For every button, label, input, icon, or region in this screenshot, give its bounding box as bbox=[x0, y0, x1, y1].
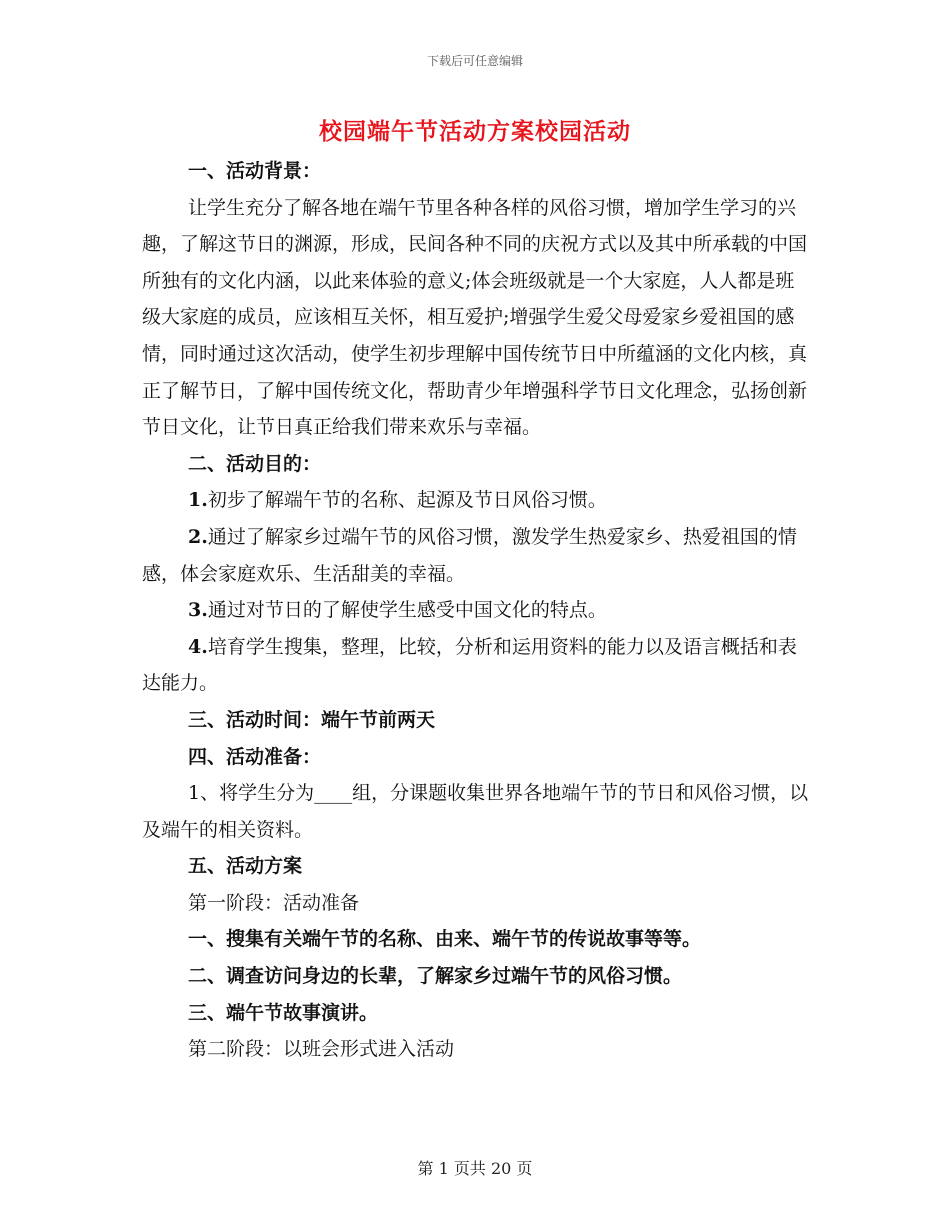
document-body bbox=[142, 153, 810, 1068]
document-title: 校园端午节活动方案校园活动 bbox=[319, 118, 631, 145]
preparation-item-1 bbox=[142, 775, 810, 848]
stage-1-item: 三、端午节故事演讲。 bbox=[188, 1001, 379, 1024]
page-number-footer: 第 1 页共 20 页 bbox=[417, 1159, 533, 1178]
goal-number: 3. bbox=[188, 599, 208, 622]
goal-number: 1. bbox=[188, 489, 208, 512]
fill-in-blank: ____ bbox=[314, 782, 353, 805]
section-heading-background: 一、活动背景： bbox=[188, 160, 322, 182]
goal-text: 通过对节日的了解使学生感受中国文化的特点。 bbox=[207, 599, 607, 622]
preparation-text-before: 1、将学生分为 bbox=[188, 782, 315, 805]
goal-item-4 bbox=[142, 629, 810, 702]
goal-item-1 bbox=[142, 482, 810, 519]
section-heading-plan: 五、活动方案 bbox=[188, 855, 303, 878]
goal-text: 培育学生搜集，整理，比较，分析和运用资料的能力以及语言概括和表达能力。 bbox=[142, 635, 797, 695]
stage-1-item: 二、调查访问身边的长辈，了解家乡过端午节的风俗习惯。 bbox=[188, 965, 683, 988]
section-heading-goals: 二、活动目的： bbox=[188, 452, 322, 475]
section-heading-preparation: 四、活动准备： bbox=[188, 745, 322, 768]
section-heading-time: 三、活动时间：端午节前两天 bbox=[188, 708, 436, 731]
stage-2-heading: 第二阶段：以班会形式进入活动 bbox=[188, 1038, 455, 1061]
goal-item-3 bbox=[142, 592, 810, 629]
goal-text: 初步了解端午节的名称、起源及节日风俗习惯。 bbox=[207, 489, 607, 512]
background-paragraph: 让学生充分了解各地在端午节里各种各样的风俗习惯，增加学生学习的兴趣，了解这节日的渊源，形成，民间各种不同的庆祝方式以及其中所承载的中国所独有的文化内涵，以此来体验的意义;体会班级就是一个大家庭，人人都是班级大家庭的成员，应该相互关怀，相互爱护;增强学生爱父母爱家乡爱祖国的感情，同时通过这次活动，使学生初步理解中国传统节日中所蕴涵的文化内核，真正了解节日，了解中国传统文化，帮助青少年增强科学节日文化理念，弘扬创新节日文化，让节日真正给我们带来欢乐与幸福。 bbox=[142, 196, 808, 439]
preparation-text-after: 组，分课题收集世界各地端午节的节日和风俗习惯，以及端午的相关资料。 bbox=[142, 782, 809, 841]
page-header-note: 下载后可任意编辑 bbox=[426, 54, 523, 68]
stage-1-item: 一、搜集有关端午节的名称、由来、端午节的传说故事等等。 bbox=[188, 928, 702, 951]
goal-number: 4. bbox=[188, 635, 208, 658]
stage-1-heading: 第一阶段：活动准备 bbox=[188, 891, 360, 914]
goal-text: 通过了解家乡过端午节的风俗习惯，激发学生热爱家乡、热爱祖国的情感，体会家庭欢乐、生活甜美的幸福。 bbox=[142, 525, 797, 585]
goal-number: 2. bbox=[188, 525, 208, 548]
goal-item-2 bbox=[142, 519, 810, 592]
